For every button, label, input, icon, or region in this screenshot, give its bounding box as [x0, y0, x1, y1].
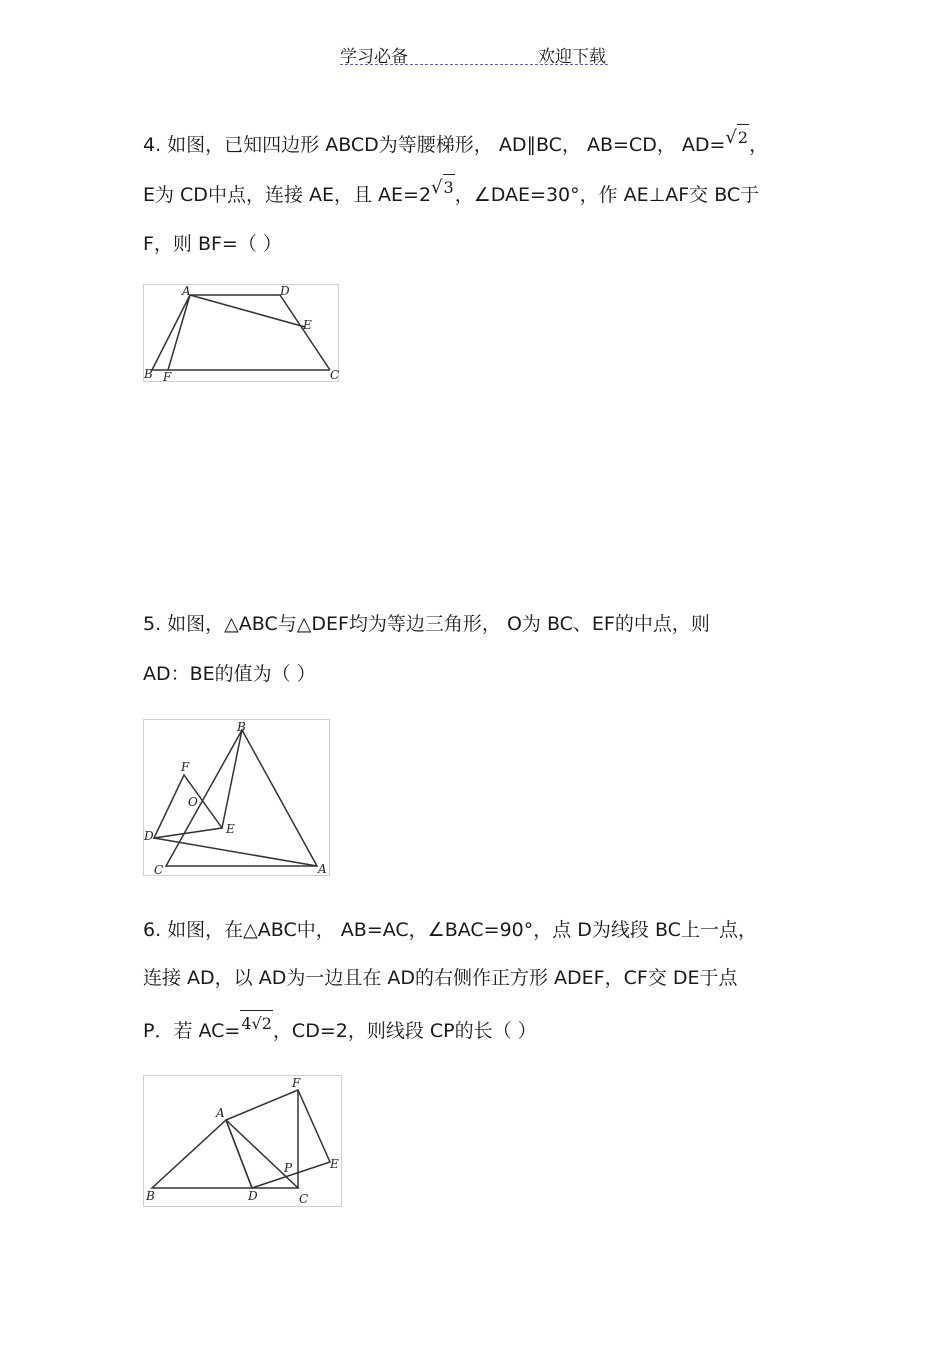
- q4-segment-dc: [280, 295, 330, 370]
- q5-segment-be: [222, 730, 242, 828]
- q6-label-f: F: [292, 1076, 301, 1090]
- q5-label-o: O: [188, 795, 198, 809]
- q6-segment-ad: [226, 1120, 252, 1188]
- q6-line-2: 连接 AD，以 AD为一边且在 AD的右侧作正方形 ADEF，CF交 DE于点: [143, 967, 738, 989]
- q6-text-3a: P．若 AC=: [143, 1020, 241, 1042]
- q6-label-e: E: [330, 1157, 339, 1171]
- q4-label-a: A: [182, 284, 191, 298]
- q6-label-d: D: [248, 1189, 258, 1203]
- q5-label-a: A: [318, 862, 327, 876]
- q4-line-1: [143, 127, 769, 158]
- q4-figure: [143, 284, 339, 382]
- q6-square-adef: [226, 1090, 330, 1188]
- q4-sqrt-3: √3: [431, 174, 455, 200]
- q5-figure: [143, 719, 330, 876]
- q4-label-e: E: [303, 318, 312, 332]
- q6-text-3b: ，CD=2，则线段 CP的长（ ）: [272, 1020, 537, 1042]
- q4-text-2a: E为 CD中点，连接 AE，且 AE=2: [143, 184, 432, 206]
- q4-label-c: C: [330, 368, 340, 382]
- q5-label-f: F: [181, 760, 190, 774]
- q4-text-1a: 4. 如图，已知四边形 ABCD为等腰梯形， AD∥BC， AB=CD， AD=: [143, 134, 726, 156]
- q4-text-1b: ，: [749, 134, 769, 156]
- q5-label-b: B: [237, 720, 246, 734]
- q6-figure: [143, 1075, 342, 1207]
- q6-line-3: [143, 1014, 537, 1044]
- q4-sqrt-2: √2: [725, 124, 749, 150]
- q6-label-p: P: [284, 1161, 293, 1175]
- q4-label-b: B: [144, 367, 153, 381]
- q5-line-1: 5. 如图，△ABC与△DEF均为等边三角形， O为 BC、EF的中点，则: [143, 613, 710, 635]
- page-header: [340, 40, 608, 65]
- q6-label-a: A: [216, 1106, 225, 1120]
- q4-text-2b: ，∠DAE=30°，作 AE⊥AF交 BC于: [454, 184, 760, 206]
- q5-label-c: C: [154, 863, 164, 877]
- q6-line-1: 6. 如图，在△ABC中， AB=AC，∠BAC=90°，点 D为线段 BC上一点，: [143, 919, 757, 941]
- q5-line-2: AD：BE的值为（ ）: [143, 663, 316, 685]
- q6-label-c: C: [299, 1192, 309, 1206]
- q5-label-e: E: [226, 822, 235, 836]
- q4-line-2: [143, 177, 760, 208]
- q4-line-3: F，则 BF=（ ）: [143, 233, 282, 255]
- header-left-text: 学习必备: [340, 47, 408, 67]
- q6-triangle-abc: [152, 1120, 298, 1188]
- q4-label-d: D: [280, 284, 290, 298]
- q4-segment-ae: [190, 295, 305, 327]
- q6-label-b: B: [146, 1189, 155, 1203]
- q5-segment-ad: [154, 838, 317, 866]
- q4-label-f: F: [163, 370, 172, 384]
- q5-label-d: D: [144, 829, 154, 843]
- header-right-text: 欢迎下载: [538, 47, 606, 67]
- q6-sqrt-4-2: 4√2: [240, 1010, 273, 1036]
